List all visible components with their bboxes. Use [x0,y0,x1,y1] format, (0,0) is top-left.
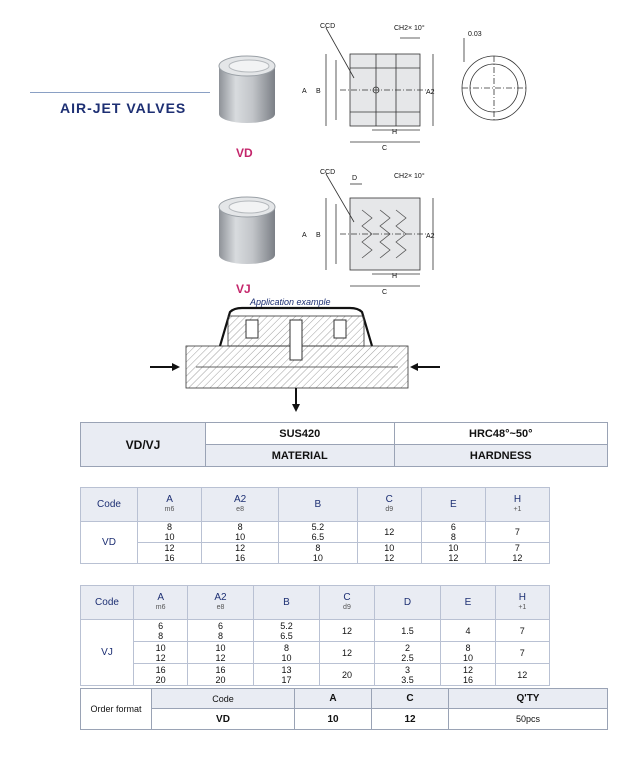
vd-code-header: Code [81,488,138,522]
title-rule [30,92,210,93]
vd-tolerance-label: 0.03 [468,31,482,38]
table-row [81,642,550,664]
vd-cell-value: 8 [237,522,243,532]
vj-cell-value: 8 [158,630,164,641]
material-value: SUS420 [206,423,395,445]
vd-cell-value: 10 [448,543,459,553]
table-row [81,543,550,564]
vj-cell-value: 12 [341,647,352,658]
vj-cell [441,642,495,664]
vd-cell-value: 16 [235,553,246,563]
vj-cell-value: 2 [404,642,410,653]
vd-header-a-tol: m6 [164,505,175,513]
order-header-c: C [372,689,449,709]
table-row [81,664,550,686]
vj-cell-value: 6.5 [280,630,293,641]
hardness-value: HRC48°~50° [394,423,607,445]
vj-cell [320,664,374,686]
vd-cell [421,522,485,543]
vj-label: VJ [236,282,251,296]
vd-cell-value: 7 [514,543,520,553]
vj-code-cell: VJ [81,620,134,686]
vj-cell-value: 12 [155,652,166,663]
vj-cell-value: 10 [155,642,166,653]
vj-cell-value: 10 [281,652,292,663]
vj-cell-value: 12 [341,625,352,636]
vj-cell-value: 12 [215,652,226,663]
vd-cell-value: 10 [384,543,395,553]
vd-h-label: H [392,129,398,136]
vd-cell-value: 8 [167,522,173,532]
vj-cell-value: 7 [519,625,525,636]
vj-cell-value: 16 [215,664,226,675]
vj-cell [134,664,188,686]
application-diagram [150,306,440,417]
vj-header-h-tol: +1 [518,603,527,611]
vj-cell [134,620,188,642]
vd-header-b: B [314,498,322,510]
vj-header-a: A [157,591,164,603]
vj-cell-value: 16 [155,664,166,675]
vd-a2-label: A2 [426,89,435,96]
vd-b-label: B [316,88,321,95]
vj-header-a-tol: m6 [155,603,166,611]
vd-header-c-tol: d9 [385,505,394,513]
table-row [81,522,550,543]
vd-cell-value: 6 [450,522,456,532]
vd-header-h: H [513,493,522,505]
vj-cell [495,642,549,664]
vj-cell [134,642,188,664]
vj-cell-value: 8 [283,642,289,653]
vd-cell-value: 7 [514,527,520,537]
vd-header-a2-tol: e8 [236,505,244,513]
order-header-code: Code [152,689,295,709]
vj-h-label: H [392,273,398,280]
vj-ccd-label: CCD [320,169,336,176]
vj-cell-value: 20 [215,674,226,685]
vj-cell-value: 6 [217,620,223,631]
vj-cell [495,620,549,642]
vd-header-e: E [449,498,457,510]
vj-dimension-table [80,585,550,686]
order-value-c: 12 [372,709,449,730]
vj-cell-value: 16 [462,674,473,685]
vd-cell-value: 16 [164,553,175,563]
vd-product-image [216,52,278,124]
vj-cell [253,664,320,686]
vd-cell-value: 8 [450,532,456,542]
vj-cell [188,642,253,664]
vj-cell-value: 4 [465,625,471,636]
vd-code-cell: VD [81,522,138,564]
material-label: MATERIAL [206,445,395,467]
vd-cell-value: 5.2 [311,522,325,532]
vj-header-a2-tol: e8 [216,603,225,611]
vj-cell-value: 12 [517,669,528,680]
vj-cell-value: 3 [404,664,410,675]
vd-header-a2: A2 [233,493,247,505]
product-code-cell: VD/VJ [81,423,206,467]
vj-cell-value: 2.5 [401,652,414,663]
order-header-qty: Q'TY [449,689,608,709]
vd-cell-value: 6.5 [311,532,325,542]
vj-cell [441,664,495,686]
vj-b-label: B [316,232,321,239]
vd-cell-value: 8 [315,543,321,553]
vj-cell [441,620,495,642]
vd-cell-value: 10 [312,553,323,563]
vj-cell-value: 3.5 [401,674,414,685]
vj-cell [320,642,374,664]
page-title: AIR-JET VALVES [60,100,187,116]
vj-cell-value: 12 [462,664,473,675]
order-value-qty: 50pcs [449,709,608,730]
vd-cell [357,543,421,564]
vj-header-a2: A2 [214,591,227,603]
vj-cell-value: 13 [281,664,292,675]
vd-cell-value: 12 [512,553,523,563]
vj-header-d: D [403,596,412,608]
vj-cell [253,642,320,664]
vj-cell-value: 20 [155,674,166,685]
vd-c-label: C [382,145,388,152]
vd-cell [357,522,421,543]
vj-cell [188,620,253,642]
vd-cell-value: 10 [164,532,175,542]
vj-cell-value: 17 [281,674,292,685]
vj-cell [188,664,253,686]
material-table [80,422,608,467]
vj-cell-value: 6 [158,620,164,631]
order-value-a: 10 [295,709,372,730]
vj-ch-label: CH2× 10° [394,173,425,180]
vj-cell-value: 5.2 [280,620,293,631]
vd-header-c: C [385,493,393,505]
vj-a-label: A [302,232,307,239]
vd-cell [279,522,358,543]
vj-header-h: H [518,591,526,603]
vd-cell [485,522,549,543]
vj-d-label: D [352,175,358,182]
vd-header-a: A [166,493,173,505]
vd-cell-value: 12 [235,543,246,553]
vd-cell [421,543,485,564]
vj-cell-value: 8 [217,630,223,641]
vd-a-label: A [302,88,307,95]
vj-cell [374,664,441,686]
vj-cell-value: 7 [519,647,525,658]
vj-cell-value: 20 [341,669,352,680]
vj-header-c-tol: d9 [343,603,351,611]
vd-cell-value: 12 [384,553,395,563]
vj-cell [253,620,320,642]
vj-technical-drawing [296,166,456,301]
order-value-code: VD [152,709,295,730]
vj-a2-label: A2 [426,233,435,240]
order-format-label: Order format [81,689,152,730]
vj-product-image [216,193,278,265]
vj-cell-value: 8 [465,642,471,653]
vj-code-header: Code [81,586,134,620]
table-row [81,620,550,642]
vj-cell-value: 10 [462,652,473,663]
vj-cell [495,664,549,686]
vd-cell [138,543,202,564]
hardness-label: HARDNESS [394,445,607,467]
vd-cell [485,543,549,564]
vj-header-e: E [464,596,472,608]
vd-cell-value: 12 [164,543,175,553]
vd-dimension-table [80,487,550,564]
vj-cell [374,620,441,642]
vd-ccd-label: CCD [320,23,336,30]
vd-technical-drawing [296,18,536,163]
vj-header-b: B [283,596,290,608]
vd-cell-value: 12 [384,527,395,537]
order-format-table [80,688,608,730]
vd-cell-value: 10 [235,532,246,542]
vj-c-label: C [382,289,388,296]
vd-header-h-tol: +1 [513,505,522,513]
vj-cell-value: 10 [215,642,226,653]
vd-label: VD [236,146,253,160]
vd-cell [138,522,202,543]
vj-cell-value: 1.5 [401,625,414,636]
application-caption: Application example [250,297,331,307]
vj-header-c: C [343,591,351,603]
vd-ch-label: CH2× 10° [394,25,425,32]
vj-cell [374,642,441,664]
vj-cell [320,620,374,642]
vd-cell [202,543,279,564]
vd-cell-value: 12 [448,553,459,563]
vd-cell [279,543,358,564]
order-header-a: A [295,689,372,709]
vd-cell [202,522,279,543]
